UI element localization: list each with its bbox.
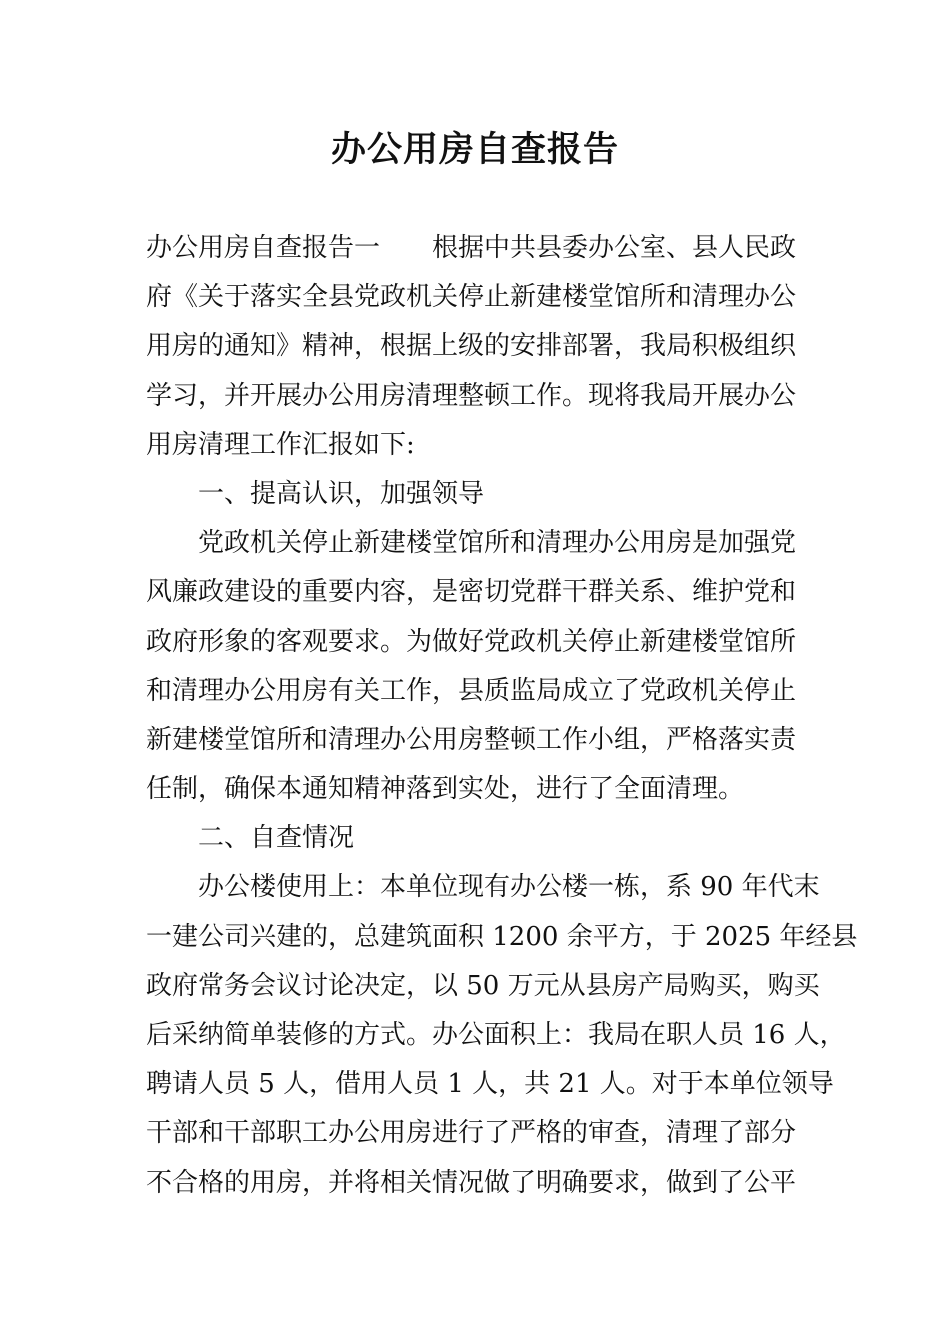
paragraph-line: 和清理办公用房有关工作，县质监局成立了党政机关停止 xyxy=(146,675,797,706)
paragraph-line: 用房清理工作汇报如下: xyxy=(146,429,415,460)
intro-label: 办公用房自查报告一 xyxy=(146,233,381,263)
paragraph-line: 学习，并开展办公用房清理整顿工作。现将我局开展办公 xyxy=(146,380,797,411)
paragraph-line: 根据中共县委办公室、县人民政 xyxy=(432,233,797,263)
document-body xyxy=(146,224,858,1208)
paragraph-line: 聘请人员 5 人，借用人员 1 人，共 21 人。对于本单位领导 xyxy=(146,1069,834,1100)
paragraph-line: 用房的通知》精神，根据上级的安排部署，我局积极组织 xyxy=(146,331,797,362)
paragraph-line: 党政机关停止新建楼堂馆所和清理办公用房是加强党 xyxy=(198,528,797,559)
section-heading: 一、提高认识，加强领导 xyxy=(198,478,485,509)
paragraph-line: 府《关于落实全县党政机关停止新建楼堂馆所和清理办公 xyxy=(146,282,797,313)
paragraph-line: 新建楼堂馆所和清理办公用房整顿工作小组，严格落实责 xyxy=(146,724,797,755)
paragraph-line: 风廉政建设的重要内容，是密切党群干群关系、维护党和 xyxy=(146,577,797,608)
paragraph-line: 干部和干部职工办公用房进行了严格的审查，清理了部分 xyxy=(146,1118,797,1149)
paragraph-line: 一建公司兴建的，总建筑面积 1200 余平方，于 2025 年经县 xyxy=(146,921,858,952)
paragraph-line: 任制，确保本通知精神落到实处，进行了全面清理。 xyxy=(146,774,745,805)
paragraph-line: 办公楼使用上：本单位现有办公楼一栋，系 90 年代末 xyxy=(198,872,820,903)
intro-line xyxy=(146,224,811,273)
paragraph-line: 政府常务会议讨论决定，以 50 万元从县房产局购买，购买 xyxy=(146,970,820,1001)
paragraph-line: 政府形象的客观要求。为做好党政机关停止新建楼堂馆所 xyxy=(146,626,797,657)
document-title: 办公用房自查报告 xyxy=(330,130,619,170)
paragraph-line: 不合格的用房，并将相关情况做了明确要求，做到了公平 xyxy=(146,1167,797,1198)
paragraph-line: 后采纳简单装修的方式。办公面积上：我局在职人员 16 人， xyxy=(146,1020,846,1050)
section-heading: 二、自查情况 xyxy=(198,823,355,854)
